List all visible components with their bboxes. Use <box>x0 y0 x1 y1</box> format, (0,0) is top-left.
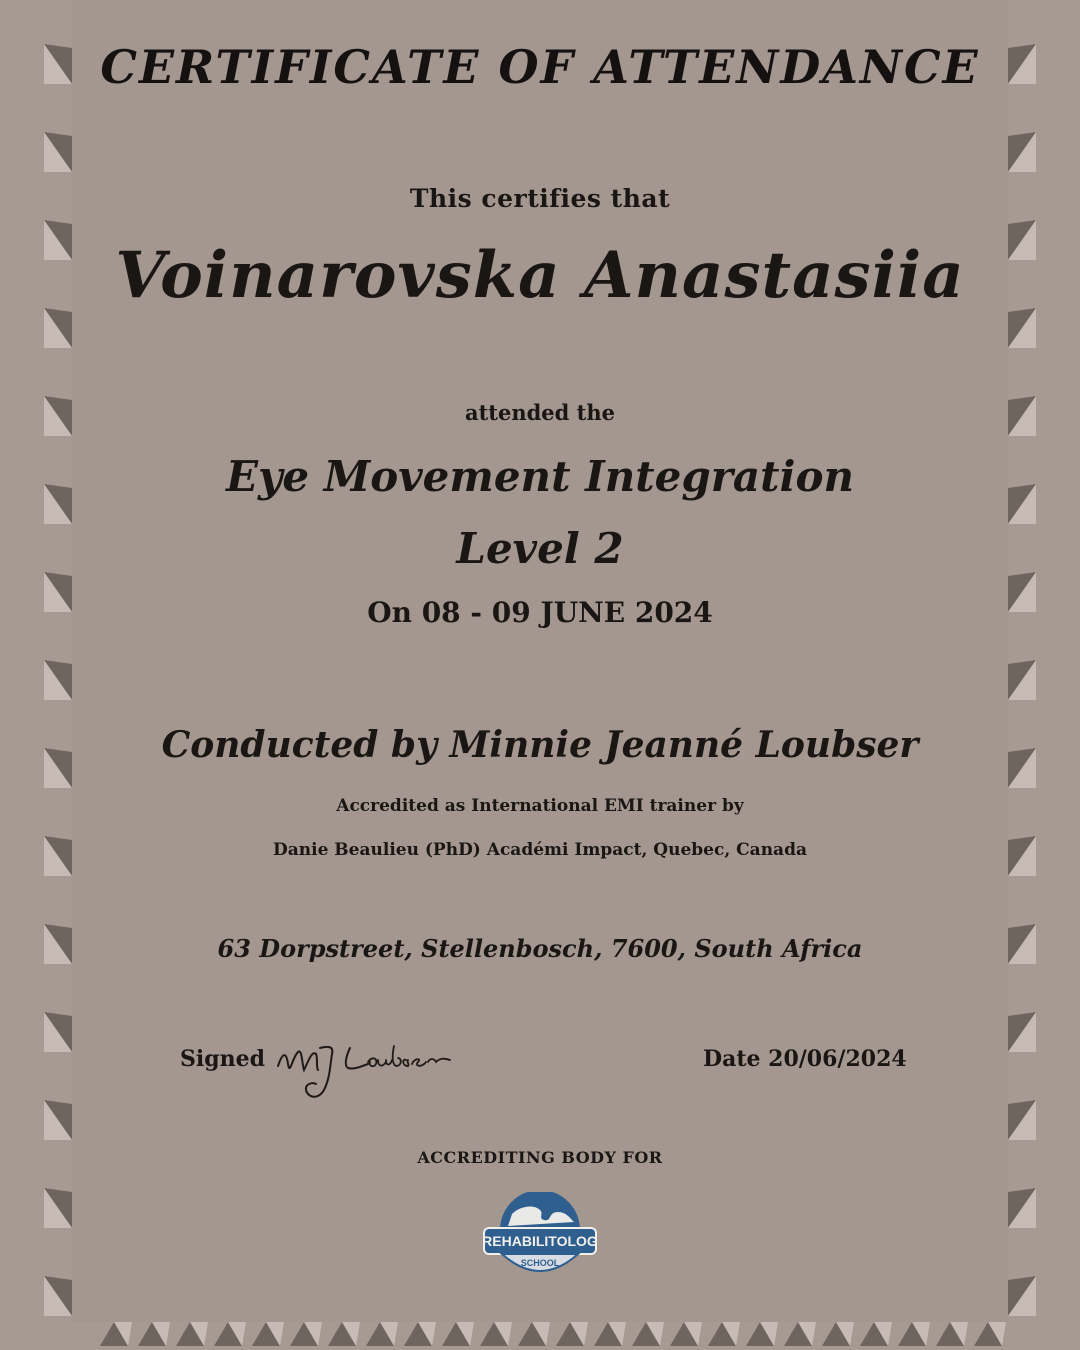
recipient-name: Voinarovska Anastasiia <box>115 238 965 313</box>
logo-line-1: REHABILITOLOG <box>482 1233 598 1249</box>
course-name: Eye Movement Integration <box>225 452 855 501</box>
certifies-text: This certifies that <box>409 184 671 213</box>
signed-label: Signed <box>180 1046 266 1072</box>
accreditation-line-1: Accredited as International EMI trainer by <box>336 796 744 816</box>
accreditation-line-2: Danie Beaulieu (PhD) Académi Impact, Quebec, Canada <box>273 840 807 860</box>
certificate-title: CERTIFICATE OF ATTENDANCE <box>100 40 980 94</box>
course-dates: On 08 - 09 JUNE 2024 <box>367 596 713 629</box>
globe-badge-icon <box>478 1192 602 1280</box>
signature-image <box>272 1036 462 1102</box>
logo-line-2: SCHOOL <box>520 1258 560 1268</box>
attended-text: attended the <box>464 400 615 425</box>
conducted-by: Conducted by Minnie Jeanné Loubser <box>161 724 919 766</box>
address: 63 Dorpstreet, Stellenbosch, 7600, South Africa <box>217 934 863 963</box>
signature-date: Date 20/06/2024 <box>703 1046 907 1072</box>
accrediting-body-label: ACCREDITING BODY FOR <box>417 1148 663 1167</box>
course-level: Level 2 <box>456 524 624 573</box>
